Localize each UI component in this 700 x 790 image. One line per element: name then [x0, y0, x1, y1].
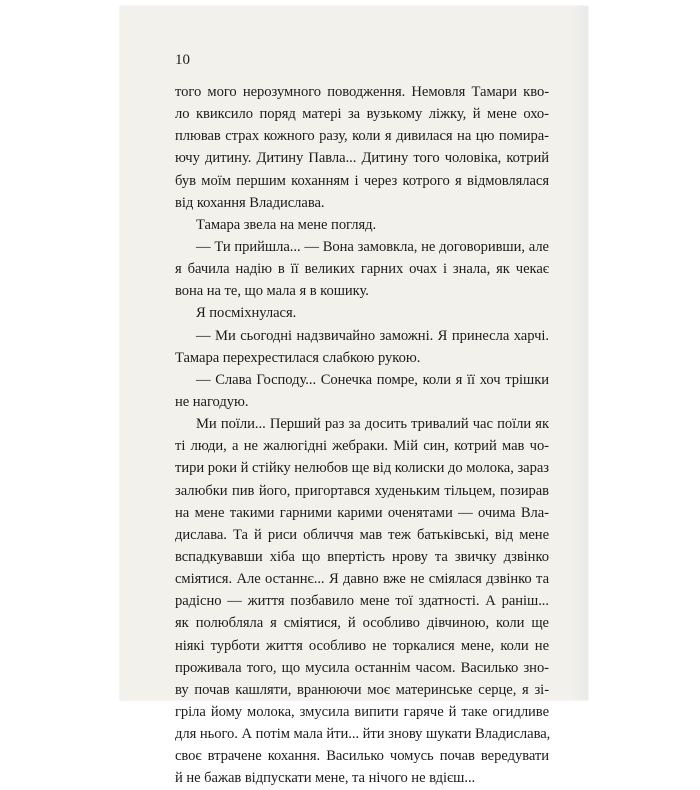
- text-line: я бачила надію в її великих гарних очах і знала, як чекає: [175, 261, 549, 278]
- text-line: вона на те, що мала я в кошику.: [175, 283, 369, 300]
- text-line: радісно — життя позбавило мене тої здатності. А раніш...: [175, 593, 549, 610]
- text-line: ву почав кашляти, вранюючи моє материнське серце, я зі-: [175, 681, 549, 698]
- text-line: Тамара звела на мене погляд.: [196, 216, 377, 233]
- text-line: на мене такими гарними карими оченятами — очима Вла-: [175, 504, 549, 521]
- text-line: був моїм першим коханням і через котрого я відмовлялася: [175, 172, 549, 189]
- text-line: гріла йому молока, змусила випити гаряче й таке огидливе: [175, 703, 549, 720]
- text-line: й не бажав відпускати мене, та нічого не вдієш...: [175, 770, 476, 787]
- page-text: [175, 81, 549, 790]
- page-number: 10: [175, 52, 190, 68]
- text-line: проживала того, що мусила останнім часом. Василько зно-: [175, 659, 549, 676]
- text-line: Тамара перехрестилася слабкою рукою.: [175, 349, 421, 366]
- text-line: для нього. А потім мала йти... йти знову шукати Владислава,: [175, 726, 551, 743]
- text-line: Ми поїли... Перший раз за досить тривалий час поїли як: [196, 416, 549, 433]
- text-line: ючу дитину. Дитину Павла... Дитину того чоловіка, котрий: [175, 150, 549, 167]
- text-line: ло квиксило поряд матері за вузькому ліжку, й мене охо-: [175, 106, 549, 123]
- text-line: плював страх кожного разу, коли я дивилася на цю помира-: [175, 128, 549, 145]
- text-line: Я посміхнулася.: [196, 305, 297, 322]
- text-line: не нагодую.: [175, 393, 249, 410]
- text-line: — Ми сьогодні надзвичайно заможні. Я принесла харчі.: [196, 327, 549, 344]
- text-line: як полюбляла я сміятися, й особливо дівчиною, коли ще: [175, 615, 549, 632]
- text-line: того мого нерозумного поводження. Немовля Тамари кво-: [175, 84, 549, 100]
- text-line: тири роки й стійку нелюбов ще від колиски до молока, зараз: [175, 460, 549, 477]
- text-line: вспадкувавши хіба що впертість нрову та звичку дзвінко: [175, 548, 549, 565]
- text-line: дислава. Та й риси обличчя мав теж батьківські, від мене: [175, 526, 549, 543]
- text-line: ті люди, а не жалюгідні жебраки. Мій син, котрий мав чо-: [175, 438, 549, 455]
- text-line: залюбки пив його, пригортався худеньким тільцем, позирав: [175, 482, 549, 499]
- text-line: своє втрачене кохання. Василько чомусь почав вередувати: [175, 748, 549, 765]
- text-line: сміятися. Але останнє... Я давно вже не сміялася дзвінко та: [175, 571, 549, 588]
- text-line: від кохання Владислава.: [175, 194, 325, 211]
- text-line: — Ти прийшла... — Вона замовкла, не договоривши, але: [196, 238, 549, 255]
- text-line: — Слава Господу... Сонечка помре, коли я її хоч трішки: [196, 371, 549, 388]
- book-page: [120, 6, 588, 787]
- text-line: ніякі турботи життя особливо не торкалися мене, коли не: [175, 637, 549, 654]
